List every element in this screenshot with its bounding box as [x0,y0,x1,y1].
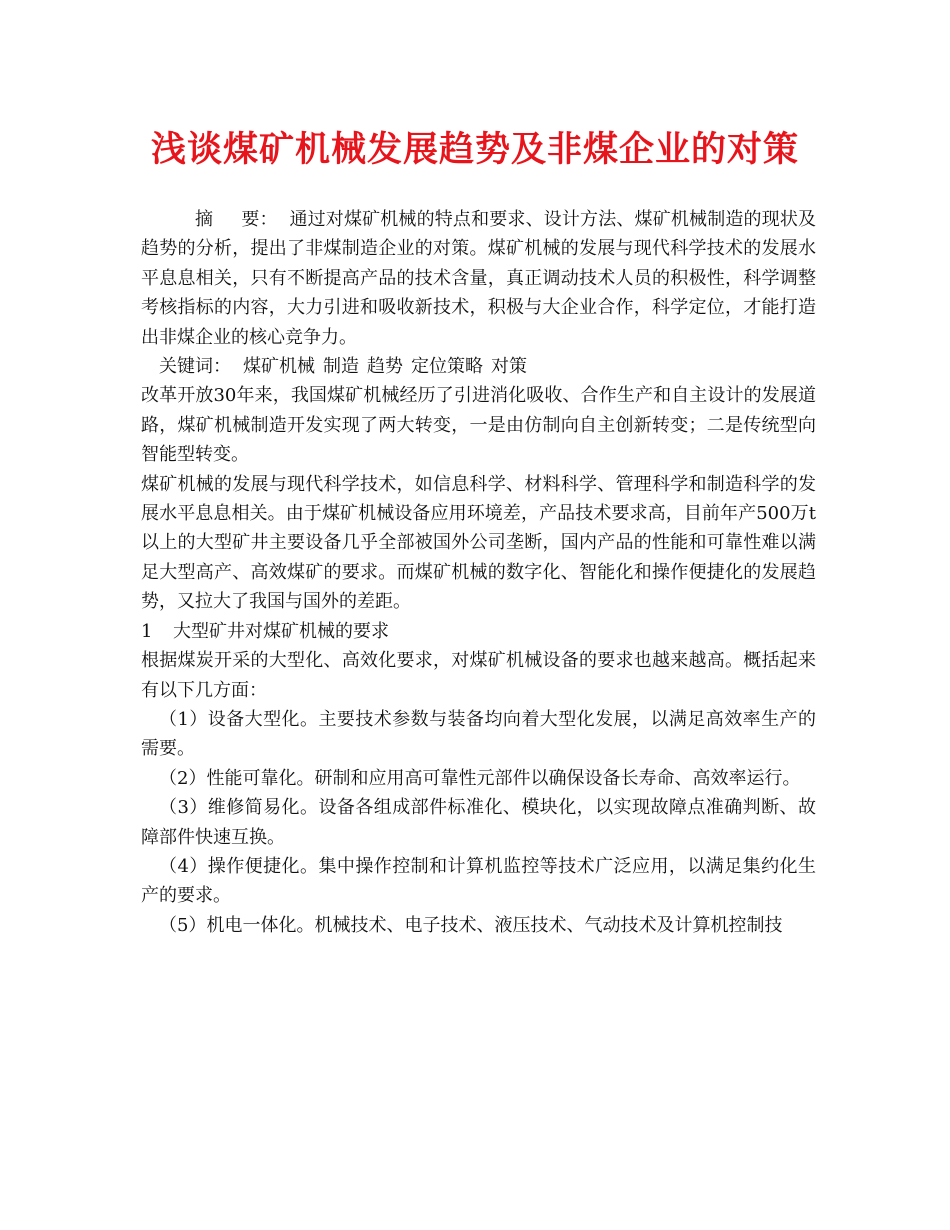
keyword-item: 趋势 [367,356,403,378]
keyword-item: 煤矿机械 [243,356,315,378]
keyword-item: 对策 [491,356,527,378]
section-number: 1 [141,620,153,642]
section-heading [141,617,816,646]
document-body [141,205,816,940]
keywords-label: 关键词： [159,356,231,378]
keyword-item: 制造 [323,356,359,378]
keyword-item: 定位策略 [411,356,483,378]
body-paragraph: 煤矿机械的发展与现代科学技术，如信息科学、材料科学、管理科学和制造科学的发展水平息息相关。由于煤矿机械设备应用环境差，产品技术要求高，目前年产500万t以上的大型矿井主要设备几乎全部被国外公司垄断，国内产品的性能和可靠性难以满足大型高产、高效煤矿的要求。而煤矿机械的数字化、智能化和操作便捷化的发展趋势，又拉大了我国与国外的差距。 [141,473,816,613]
abstract-text: 通过对煤矿机械的特点和要求、设计方法、煤矿机械制造的现状及趋势的分析，提出了非煤制造企业的对策。煤矿机械的发展与现代科学技术的发展水平息息相关，只有不断提高产品的技术含量，真正调动技术人员的积极性，科学调整考核指标的内容，大力引进和吸收新技术，积极与大企业合作，科学定位，才能打造出非煤企业的核心竞争力。 [141,209,817,348]
abstract-label-part-1: 摘 [195,209,214,230]
body-paragraph: 改革开放30年来，我国煤矿机械经历了引进消化吸收、合作生产和自主设计的发展道路，煤矿机械制造开发实现了两大转变，一是由仿制向自主创新转变；二是传统型向智能型转变。 [141,385,816,466]
list-item: （2）性能可靠化。研制和应用高可靠性元部件以确保设备长寿命、高效率运行。 [159,767,801,789]
abstract-label-part-2: 要： [241,209,278,230]
list-item: （1）设备大型化。主要技术参数与装备均向着大型化发展，以满足高效率生产的需要。 [141,708,816,760]
document-title: 浅谈煤矿机械发展趋势及非煤企业的对策 [150,129,799,170]
section-intro-paragraph: 根据煤炭开采的大型化、高效化要求，对煤矿机械设备的要求也越来越高。概括起来有以下几方面： [141,650,816,701]
abstract-label [195,209,278,230]
list-item: （5）机电一体化。机械技术、电子技术、液压技术、气动技术及计算机控制技 [159,914,783,936]
abstract-paragraph [141,205,816,352]
keywords-line [141,352,816,381]
list-item: （4）操作便捷化。集中操作控制和计算机监控等技术广泛应用，以满足集约化生产的要求。 [141,855,816,907]
section-heading-text: 大型矿井对煤矿机械的要求 [173,620,389,642]
list-item: （3）维修简易化。设备各组成部件标准化、模块化，以实现故障点准确判断、故障部件快速互换。 [141,797,816,848]
